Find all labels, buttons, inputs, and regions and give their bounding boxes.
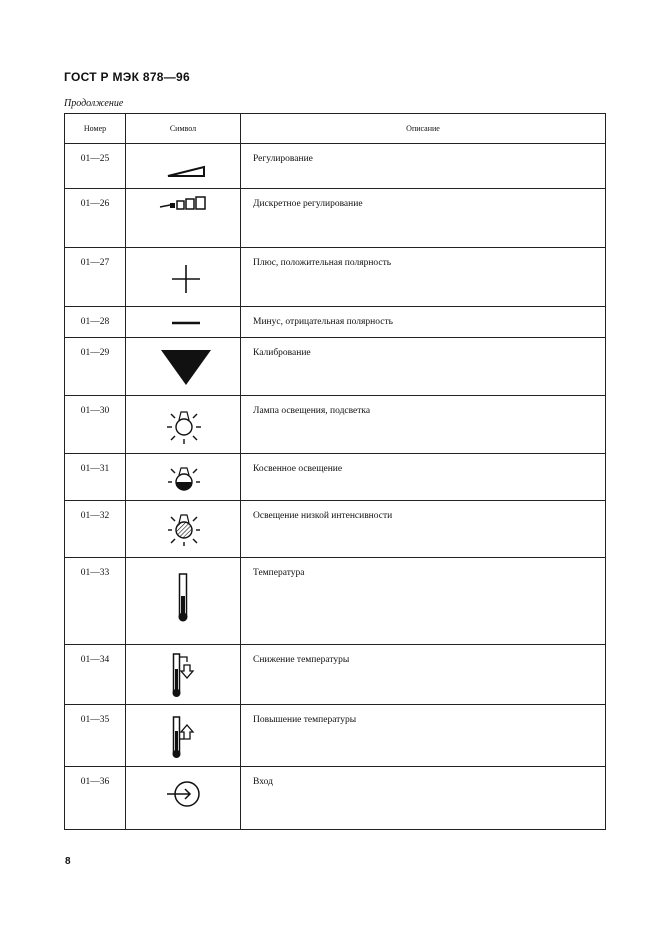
table-row — [65, 396, 606, 454]
row-number: 01—29 — [65, 338, 126, 396]
column-header-symbol: Символ — [126, 114, 241, 144]
input-icon — [126, 767, 241, 830]
row-number: 01—36 — [65, 767, 126, 830]
row-number: 01—31 — [65, 454, 126, 501]
row-number: 01—28 — [65, 307, 126, 338]
symbol-cell — [126, 248, 241, 307]
regulation-wedge-icon — [126, 144, 241, 189]
minus-icon — [126, 307, 241, 338]
temperature-decrease-icon — [126, 645, 241, 705]
row-description: Дискретное регулирование — [241, 189, 606, 248]
discrete-regulation-icon — [126, 189, 241, 248]
row-number: 01—32 — [65, 501, 126, 558]
symbol-cell — [126, 705, 241, 767]
row-description: Лампа освещения, подсветка — [241, 396, 606, 454]
symbol-cell — [126, 396, 241, 454]
continuation-label: Продолжение — [64, 98, 124, 109]
table-row — [65, 307, 606, 338]
row-number: 01—26 — [65, 189, 126, 248]
symbol-cell — [126, 645, 241, 705]
table-row — [65, 645, 606, 705]
table-row — [65, 501, 606, 558]
table-row — [65, 558, 606, 645]
symbol-cell — [126, 144, 241, 189]
low-intensity-lighting-icon — [126, 501, 241, 558]
symbol-cell — [126, 338, 241, 396]
table-row — [65, 338, 606, 396]
table-row — [65, 189, 606, 248]
row-description: Температура — [241, 558, 606, 645]
symbol-cell — [126, 454, 241, 501]
symbol-cell — [126, 501, 241, 558]
symbol-cell — [126, 558, 241, 645]
row-description: Регулирование — [241, 144, 606, 189]
column-header-description: Описание — [241, 114, 606, 144]
row-description: Калибрование — [241, 338, 606, 396]
symbol-cell — [126, 307, 241, 338]
plus-icon — [126, 248, 241, 307]
symbol-cell — [126, 189, 241, 248]
row-description: Косвенное освещение — [241, 454, 606, 501]
row-description: Плюс, положительная полярность — [241, 248, 606, 307]
thermometer-icon — [126, 558, 241, 645]
row-number: 01—35 — [65, 705, 126, 767]
temperature-increase-icon — [126, 705, 241, 767]
column-header-number: Номер — [65, 114, 126, 144]
row-number: 01—30 — [65, 396, 126, 454]
row-description: Повышение температуры — [241, 705, 606, 767]
table-row — [65, 248, 606, 307]
row-number: 01—34 — [65, 645, 126, 705]
document-header: ГОСТ Р МЭК 878—96 — [64, 70, 191, 84]
row-description: Снижение температуры — [241, 645, 606, 705]
row-number: 01—25 — [65, 144, 126, 189]
page-number: 8 — [65, 856, 71, 867]
row-number: 01—27 — [65, 248, 126, 307]
table-row — [65, 454, 606, 501]
row-description: Освещение низкой интенсивности — [241, 501, 606, 558]
symbols-table — [64, 113, 606, 830]
indirect-lighting-icon — [126, 454, 241, 501]
row-description: Минус, отрицательная полярность — [241, 307, 606, 338]
table-row — [65, 705, 606, 767]
table-row — [65, 144, 606, 189]
row-number: 01—33 — [65, 558, 126, 645]
table-header-row — [65, 114, 606, 144]
table-row — [65, 767, 606, 830]
lamp-icon — [126, 396, 241, 454]
calibration-triangle-icon — [126, 338, 241, 396]
row-description: Вход — [241, 767, 606, 830]
symbol-cell — [126, 767, 241, 830]
